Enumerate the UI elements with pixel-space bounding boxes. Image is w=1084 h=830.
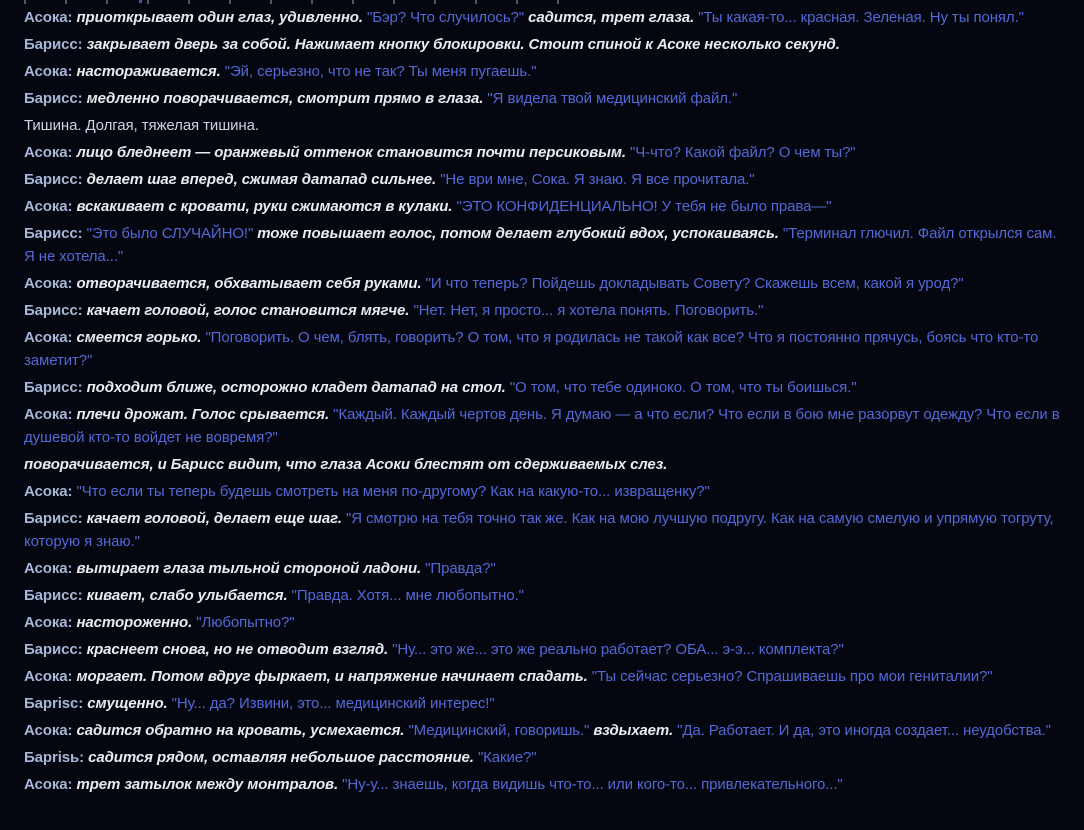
- action-text: моргает. Потом вдруг фыркает, и напряжение начинает спадать.: [76, 668, 588, 685]
- action-text: плечи дрожат. Голос срывается.: [76, 406, 330, 423]
- message-paragraph: [24, 326, 1062, 372]
- action-text: садится, трет глаза.: [528, 9, 695, 26]
- action-text: смеется горько.: [76, 329, 202, 346]
- message-paragraph: [24, 6, 1062, 29]
- action-text: медленно поворачивается, смотрит прямо в глаза.: [86, 90, 484, 107]
- dialogue-text: "О том, что тебе одиноко. О том, что ты боишься.": [509, 379, 857, 396]
- message-paragraph: [24, 584, 1062, 607]
- action-text: лицо бледнеет — оранжевый оттенок становится почти персиковым.: [76, 144, 626, 161]
- clipped-dialogue-fragment: [139, 0, 142, 3]
- message-paragraph: [24, 222, 1062, 268]
- dialogue-text: "Терминал глючил. Файл открылся сам. Я не хотела...": [24, 225, 1057, 265]
- dialogue-text: "Это было СЛУЧАЙНО!": [86, 225, 254, 242]
- action-text: отворачивается, обхватывает себя руками.: [76, 275, 422, 292]
- message-paragraph: [24, 87, 1062, 110]
- action-text: садится обратно на кровать, усмехается.: [76, 722, 405, 739]
- message-paragraph: [24, 195, 1062, 218]
- speaker-name: Барисс:: [24, 36, 83, 53]
- action-text: смущенно.: [87, 695, 168, 712]
- action-text: вскакивает с кровати, руки сжимаются в кулаки.: [76, 198, 453, 215]
- clipped-previous-line: [24, 0, 584, 4]
- dialogue-text: "Нет. Нет, я просто... я хотела понять. Поговорить.": [413, 302, 764, 319]
- dialogue-text: "Правда?": [425, 560, 496, 577]
- message-paragraph: [24, 403, 1062, 449]
- action-text: настораживается.: [76, 63, 221, 80]
- speaker-name: Барисс:: [24, 510, 83, 527]
- message-paragraph: [24, 33, 1062, 56]
- message-paragraph: [24, 272, 1062, 295]
- message-paragraph: [24, 557, 1062, 580]
- message-paragraph: [24, 773, 1062, 796]
- speaker-name: Барисс:: [24, 302, 83, 319]
- dialogue-text: "Бэр? Что случилось?": [367, 9, 525, 26]
- message-paragraph: [24, 692, 1062, 715]
- speaker-name: Асока:: [24, 406, 73, 423]
- message-paragraph: [24, 507, 1062, 553]
- dialogue-text: "Ну-у... знаешь, когда видишь что-то... или кого-то... привлекательного...": [342, 776, 843, 793]
- action-text: вытирает глаза тыльной стороной ладони.: [76, 560, 422, 577]
- dialogue-text: "Да. Работает. И да, это иногда создает... неудобства.": [677, 722, 1051, 739]
- message-paragraph: [24, 638, 1062, 661]
- action-text: качает головой, делает еще шаг.: [86, 510, 342, 527]
- message-paragraph: [24, 141, 1062, 164]
- dialogue-text: "Ч-что? Какой файл? О чем ты?": [630, 144, 856, 161]
- dialogue-text: "Поговорить. О чем, блять, говорить? О том, что я родилась не такой как все? Что я постоянно прячусь, боясь что кто-то заметит?": [24, 329, 1039, 369]
- message-paragraph: [24, 453, 1062, 476]
- dialogue-text: "Эй, серьезно, что не так? Ты меня пугаешь.": [224, 63, 537, 80]
- dialogue-text: "Что если ты теперь будешь смотреть на меня по-другому? Как на какую-то... извращенку?": [76, 483, 710, 500]
- message-paragraph: [24, 611, 1062, 634]
- narration-text: Тишина. Долгая, тяжелая тишина.: [24, 117, 259, 134]
- message-paragraph: [24, 665, 1062, 688]
- message-paragraph: [24, 376, 1062, 399]
- dialogue-text: "Я смотрю на тебя точно так же. Как на мою лучшую подругу. Как на самую смелую и упрямую тогруту, которую я знаю.": [24, 510, 1054, 550]
- action-text: поворачивается, и Барисс видит, что глаза Асоки блестят от сдерживаемых слез.: [24, 456, 668, 473]
- speaker-name: Асока:: [24, 776, 73, 793]
- speaker-name: Асока:: [24, 614, 73, 631]
- message-paragraph: [24, 60, 1062, 83]
- dialogue-text: "Медицинский, говоришь.": [408, 722, 590, 739]
- speaker-name: Барrisс:: [24, 695, 84, 712]
- dialogue-text: "Ты сейчас серьезно? Спрашиваешь про мои гениталии?": [591, 668, 993, 685]
- dialogue-text: "Какие?": [477, 749, 537, 766]
- message-paragraph: [24, 746, 1062, 769]
- dialogue-text: "Ты какая-то... красная. Зеленая. Ну ты понял.": [698, 9, 1024, 26]
- speaker-name: Асока:: [24, 144, 73, 161]
- chat-log: [24, 6, 1062, 800]
- dialogue-text: "Любопытно?": [196, 614, 295, 631]
- speaker-name: Барисс:: [24, 225, 83, 242]
- dialogue-text: "ЭТО КОНФИДЕНЦИАЛЬНО! У тебя не было права—": [456, 198, 832, 215]
- speaker-name: Барисс:: [24, 379, 83, 396]
- message-paragraph: [24, 299, 1062, 322]
- speaker-name: Асока:: [24, 198, 73, 215]
- action-text: настороженно.: [76, 614, 193, 631]
- speaker-name: Барисс:: [24, 587, 83, 604]
- action-text: трет затылок между монтралов.: [76, 776, 339, 793]
- speaker-name: Барисс:: [24, 641, 83, 658]
- speaker-name: Асока:: [24, 63, 73, 80]
- action-text: тоже повышает голос, потом делает глубокий вдох, успокаиваясь.: [257, 225, 779, 242]
- dialogue-text: "Я видела твой медицинский файл.": [487, 90, 738, 107]
- message-paragraph: [24, 480, 1062, 503]
- dialogue-text: "Не ври мне, Сока. Я знаю. Я все прочитала.": [440, 171, 755, 188]
- speaker-name: Барисс:: [24, 90, 83, 107]
- action-text: закрывает дверь за собой. Нажимает кнопку блокировки. Стоит спиной к Асоке несколько секунд.: [86, 36, 840, 53]
- dialogue-text: "Каждый. Каждый чертов день. Я думаю — а что если? Что если в бою мне разорвут одежду? Что если в душевой кто-то войдет не вовремя?": [24, 406, 1060, 446]
- speaker-name: Асока:: [24, 560, 73, 577]
- message-paragraph: [24, 114, 1062, 137]
- speaker-name: Барrisь:: [24, 749, 85, 766]
- dialogue-text: "И что теперь? Пойдешь докладывать Совету? Скажешь всем, какой я урод?": [425, 275, 964, 292]
- action-text: вздыхает.: [593, 722, 674, 739]
- action-text: кивает, слабо улыбается.: [86, 587, 288, 604]
- action-text: садится рядом, оставляя небольшое расстояние.: [88, 749, 474, 766]
- speaker-name: Асока:: [24, 722, 73, 739]
- speaker-name: Асока:: [24, 329, 73, 346]
- speaker-name: Асока:: [24, 275, 73, 292]
- action-text: краснеет снова, но не отводит взгляд.: [86, 641, 389, 658]
- dialogue-text: "Ну... да? Извини, это... медицинский интерес!": [171, 695, 495, 712]
- speaker-name: Барисс:: [24, 171, 83, 188]
- message-paragraph: [24, 168, 1062, 191]
- message-paragraph: [24, 719, 1062, 742]
- speaker-name: Асока:: [24, 483, 73, 500]
- action-text: подходит ближе, осторожно кладет датапад на стол.: [86, 379, 506, 396]
- action-text: приоткрывает один глаз, удивленно.: [76, 9, 363, 26]
- speaker-name: Асока:: [24, 668, 73, 685]
- speaker-name: Асока:: [24, 9, 73, 26]
- action-text: делает шаг вперед, сжимая датапад сильнее.: [86, 171, 437, 188]
- dialogue-text: "Правда. Хотя... мне любопытно.": [291, 587, 524, 604]
- dialogue-text: "Ну... это же... это же реально работает? ОБА... э-э... комплекта?": [392, 641, 844, 658]
- action-text: качает головой, голос становится мягче.: [86, 302, 410, 319]
